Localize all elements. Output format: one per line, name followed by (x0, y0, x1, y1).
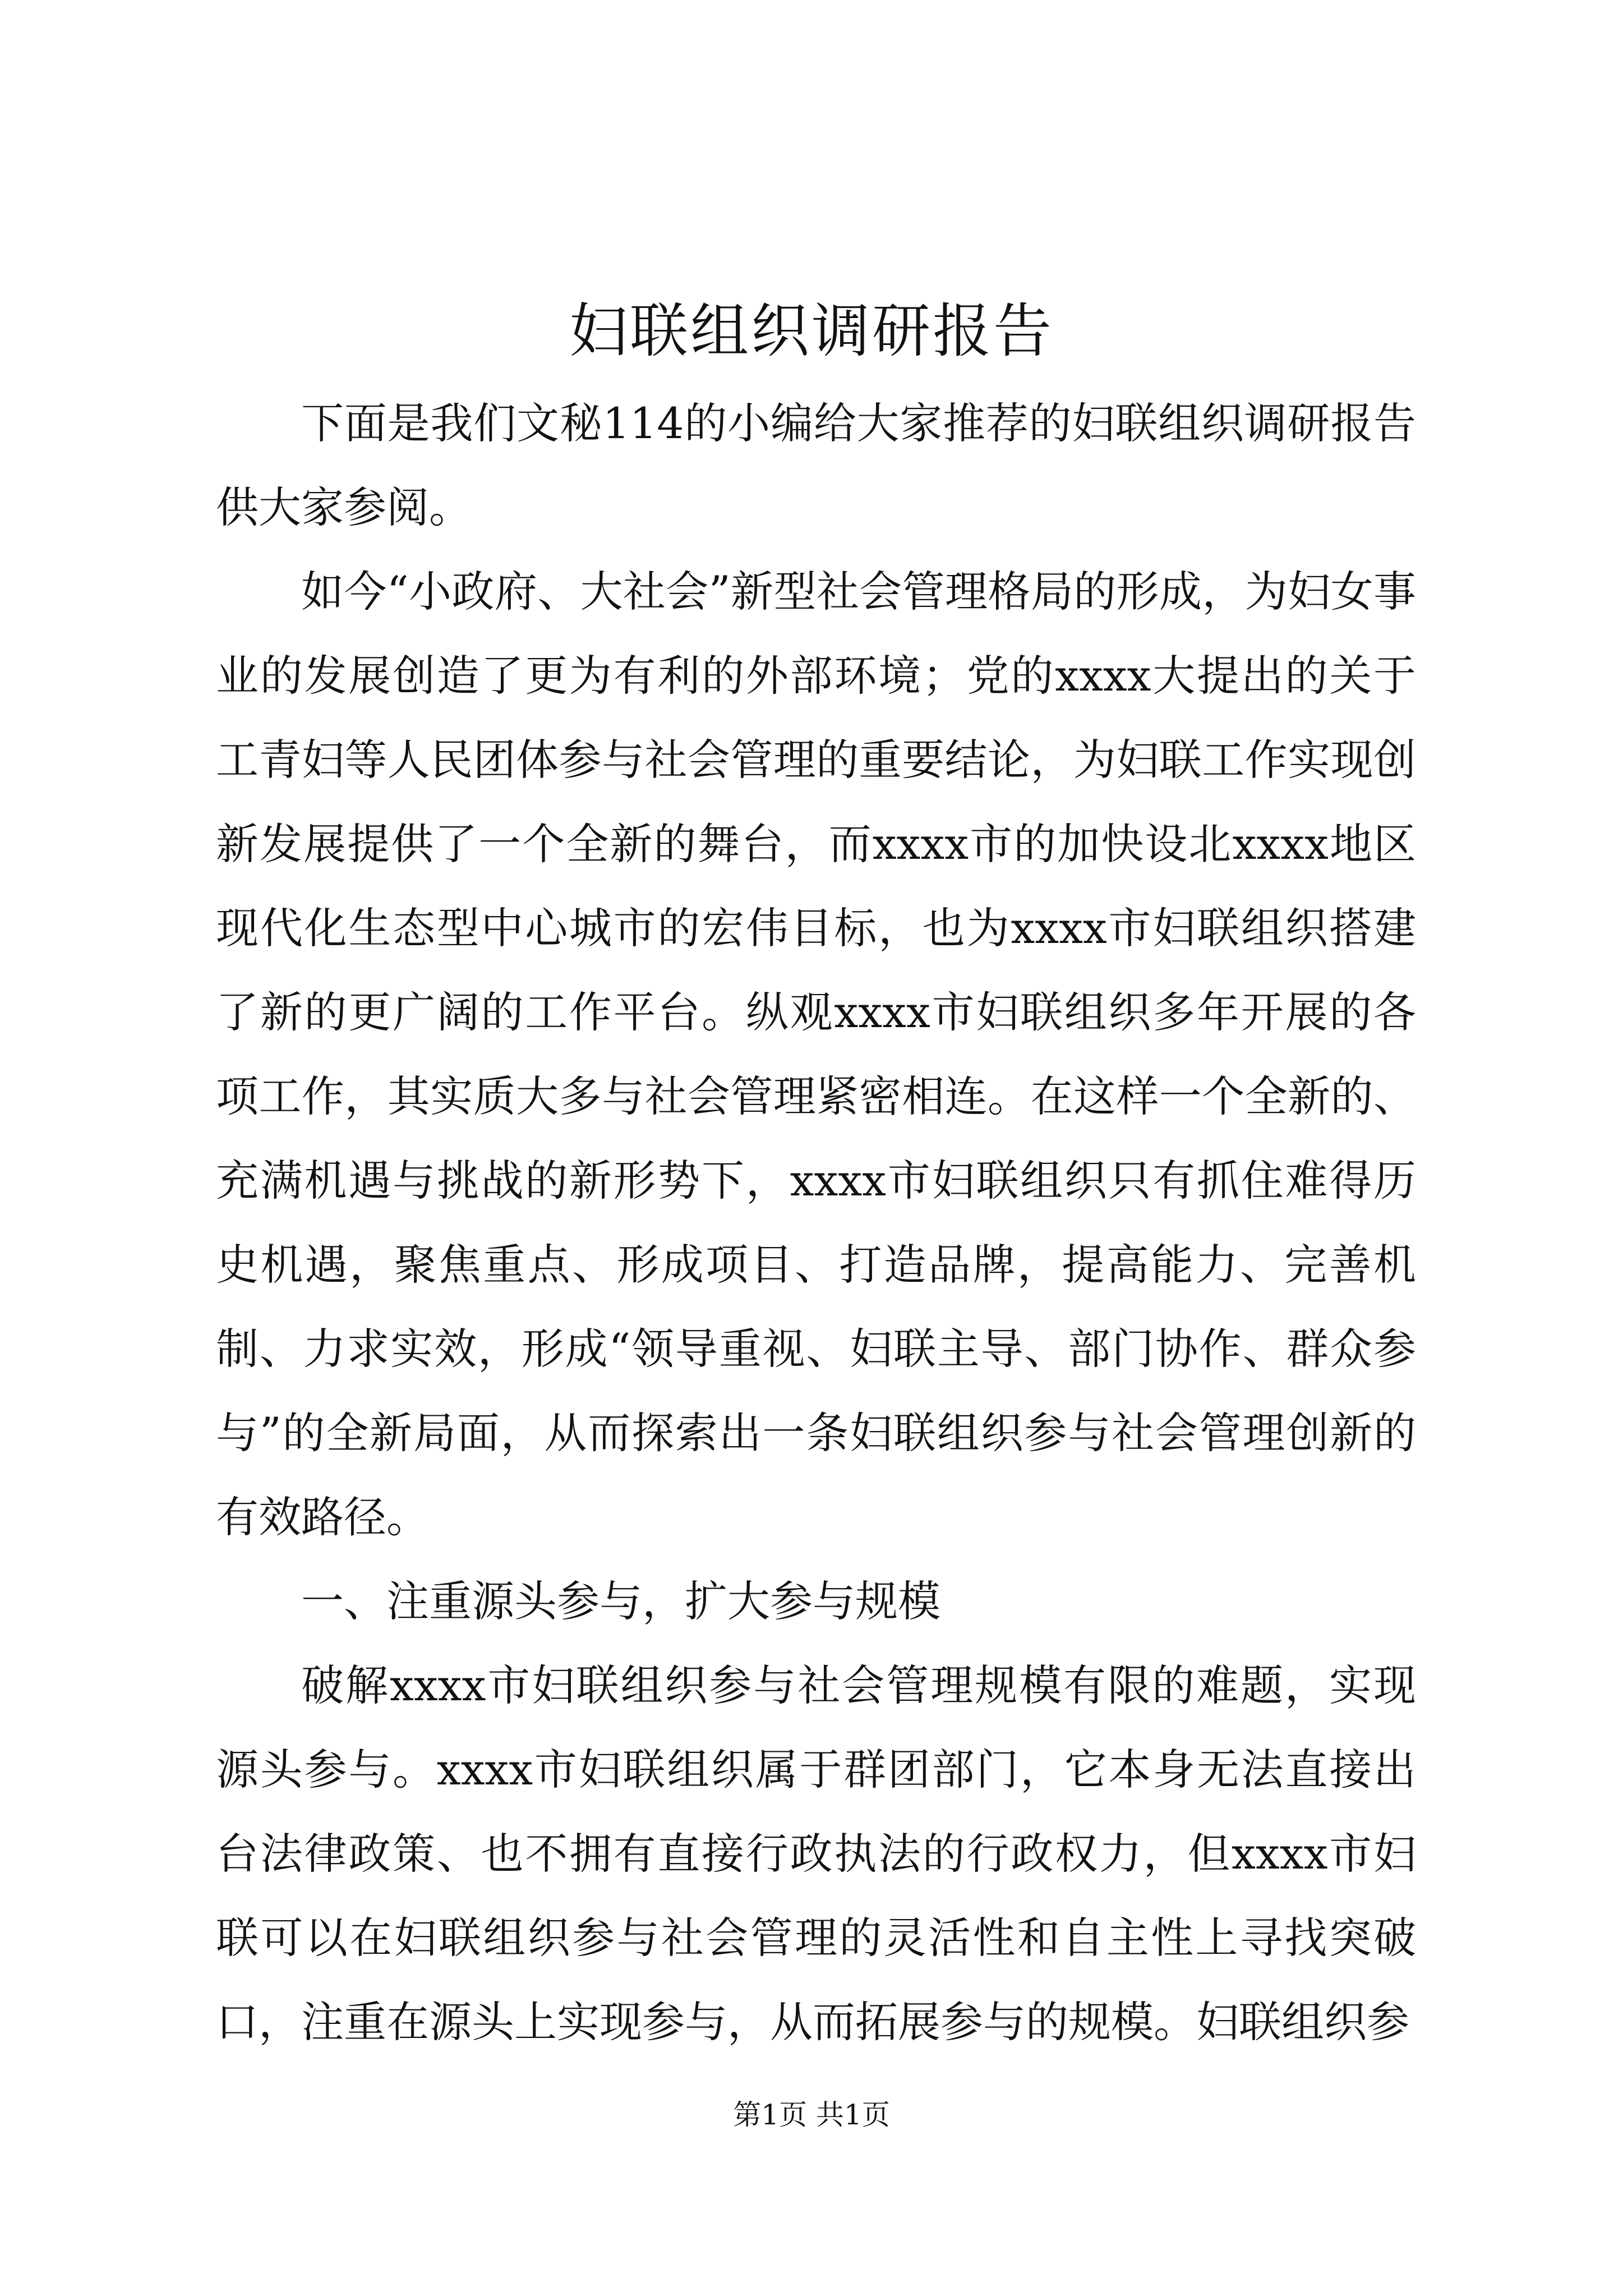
page-footer: 第1页 共1页 (733, 2099, 890, 2131)
document-body (216, 381, 1416, 2064)
paragraph-intro: 下面是我们文秘114的小编给大家推荐的妇联组织调研报告供大家参阅。 (216, 398, 1416, 532)
section-heading-1: 一、注重源头参与，扩大参与规模 (301, 1576, 940, 1626)
document-title: 妇联组织调研报告 (569, 297, 1054, 365)
paragraph-section-1: 破解xxxx市妇联组织参与社会管理规模有限的难题，实现源头参与。xxxx市妇联组织属于群团部门，它本身无法直接出台法律政策、也不拥有直接行政执法的行政权力，但xxxx市妇联可以在妇联组织参与社会管理的灵活性和自主性上寻找突破口，注重在源头上实现参与，从而拓展参与的规模。妇联组织参 (216, 1660, 1416, 2047)
paragraph-background: 如今“小政府、大社会”新型社会管理格局的形成，为妇女事业的发展创造了更为有利的外部环境；党的xxxx大提出的关于工青妇等人民团体参与社会管理的重要结论，为妇联工作实现创新发展提供了一个全新的舞台，而xxxx市的加快设北xxxx地区现代化生态型中心城市的宏伟目标，也为xxxx市妇联组织搭建了新的更广阔的工作平台。纵观xxxx市妇联组织多年开展的各项工作，其实质大多与社会管理紧密相连。在这样一个全新的、充满机遇与挑战的新形势下，xxxx市妇联组织只有抓住难得历史机遇，聚焦重点、形成项目、打造品牌，提高能力、完善机制、力求实效，形成“领导重视、妇联主导、部门协作、群众参与”的全新局面，从而探索出一条妇联组织参与社会管理创新的有效路径。 (216, 567, 1416, 1542)
